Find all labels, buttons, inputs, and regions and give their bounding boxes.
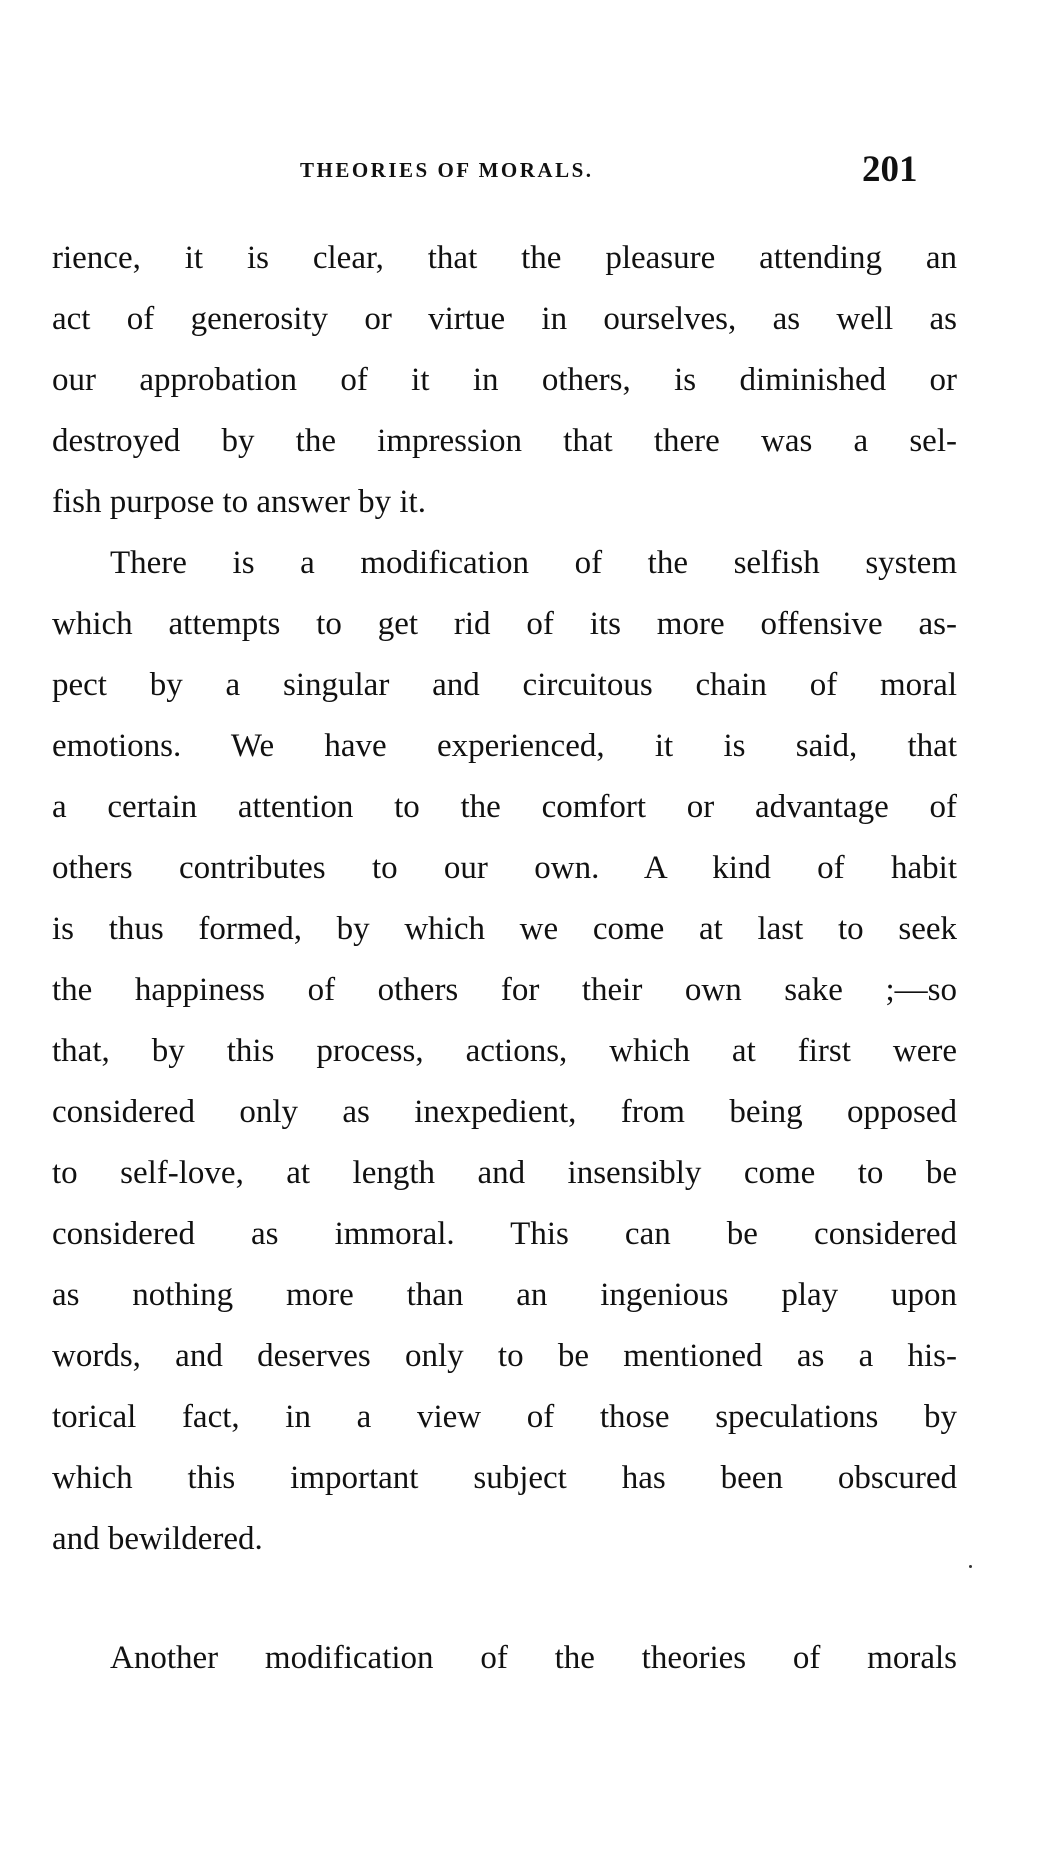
text-line: There is a modification of the selfish system [110,545,957,581]
paragraph-another-modification [52,1628,957,1689]
text-line: words, and deserves only to be mentioned as a his- [52,1338,957,1374]
text-line: others contributes to our own. A kind of habit [52,850,957,886]
text-line: pect by a singular and circuitous chain of moral [52,667,957,703]
text-line: which attempts to get rid of its more offensive as- [52,606,957,642]
ink-speck [969,1565,972,1568]
text-line: our approbation of it in others, is diminished or [52,362,957,398]
text-line: a certain attention to the comfort or advantage of [52,789,957,825]
text-line: considered as immoral. This can be considered [52,1216,957,1252]
text-line: Another modification of the theories of morals [110,1640,957,1676]
text-line: emotions. We have experienced, it is said, that [52,728,957,764]
text-line: is thus formed, by which we come at last to seek [52,911,957,947]
text-line: act of generosity or virtue in ourselves, as well as [52,301,957,337]
running-title: THEORIES OF MORALS. [300,158,594,182]
page-number: 201 [862,149,918,190]
text-line: which this important subject has been obscured [52,1460,957,1496]
text-line: to self-love, at length and insensibly come to be [52,1155,957,1191]
text-line: torical fact, in a view of those speculations by [52,1399,957,1435]
text-line: the happiness of others for their own sake ;—so [52,972,957,1008]
text-line: rience, it is clear, that the pleasure attending an [52,240,957,276]
text-line: fish purpose to answer by it. [52,484,426,520]
text-line: as nothing more than an ingenious play upon [52,1277,957,1313]
text-line: and bewildered. [52,1521,263,1557]
text-line: that, by this process, actions, which at first were [52,1033,957,1069]
body-text [52,228,957,1570]
running-header [0,148,1057,188]
paragraph-continued [52,228,957,533]
paragraph-selfish-system [52,533,957,1570]
text-line: considered only as inexpedient, from being opposed [52,1094,957,1130]
text-line: destroyed by the impression that there was a sel- [52,423,957,459]
